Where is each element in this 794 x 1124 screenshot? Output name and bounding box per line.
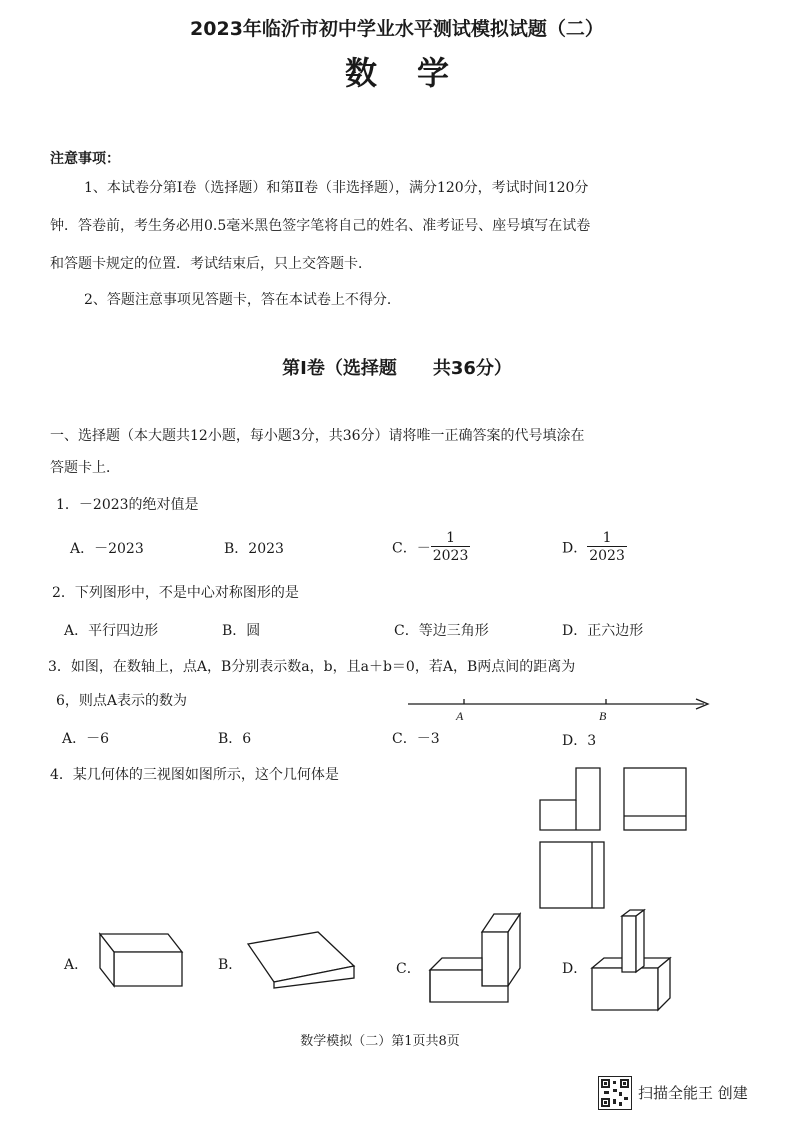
notice-item1-line2: 钟．答卷前，考生务必用0.5毫米黑色签字笔将自己的姓名、准考证号、座号填写在试卷 [50,218,591,234]
q1-option-d-numerator: 1 [602,530,612,546]
top-view-shape [540,842,604,908]
q3-stem-line2: 6，则点A表示的数为 [56,693,188,709]
q4-option-c-label: C． [396,961,421,977]
number-line-label-b: B [599,709,607,723]
q2-option-b: B．圆 [222,623,261,639]
q1-option-b: B．2023 [224,541,284,557]
q2-stem: 2．下列图形中，不是中心对称图形的是 [52,585,299,601]
pillar-side-face [636,910,644,972]
page-footer: 数学模拟（二）第1页共8页 [300,1034,460,1049]
section-instruction-line1: 一、选择题（本大题共12小题，每小题3分，共36分）请将唯一正确答案的代号填涂在 [50,428,585,444]
q2-option-d: D．正六边形 [562,623,644,639]
q1-option-c-fraction [431,530,471,565]
q2-option-a: A．平行四边形 [64,623,159,639]
l-shape-upright-front [482,932,508,986]
q4-stem: 4．某几何体的三视图如图所示，这个几何体是 [50,767,339,783]
section-title: 第Ⅰ卷（选择题 共36分） [282,358,512,379]
notice-heading: 注意事项： [50,151,120,167]
pillar-front-face [622,916,636,972]
q1-option-d [562,530,627,565]
q4-option-d-solid [586,906,686,1020]
q1-option-d-label: D． [562,540,588,557]
base-side-face [658,958,670,1010]
q3-option-b: B．6 [218,731,252,747]
q1-option-c-denominator: 2023 [432,548,469,564]
l-shape-base-top [430,958,482,970]
q3-option-a: A．－6 [62,731,110,747]
q1-option-c-numerator: 1 [446,530,455,546]
base-front-face [592,968,658,1010]
notice-item2: 2、答题注意事项见答题卡，答在本试卷上不得分． [84,292,401,308]
subject-text: 数学 [344,54,489,92]
q3-option-d: D．3 [562,733,597,749]
notice-item1-line3: 和答题卡规定的位置．考试结束后，只上交答题卡． [50,256,372,272]
notice-item1-line1: 1、本试卷分第Ⅰ卷（选择题）和第Ⅱ卷（非选择题），满分120分，考试时间120分 [84,180,589,196]
three-views-figure [536,766,696,916]
q1-stem: 1．－2023的绝对值是 [56,497,199,513]
q4-option-b-solid [244,926,360,992]
q3-stem-line1: 3．如图，在数轴上，点A，B分别表示数a，b，且a＋b＝0，若A，B两点间的距离为 [48,659,576,675]
q1-option-a: A．－2023 [70,541,144,557]
q1-option-d-denominator: 2023 [589,548,625,564]
q4-option-b-label: B． [218,957,243,973]
q1-option-c-label: C． [392,540,417,557]
number-line-label-a: A [456,709,464,723]
q4-option-c-solid [420,902,536,1018]
q4-option-d-label: D． [562,961,588,977]
q1-option-c-sign: － [416,540,431,557]
q3-option-c: C．－3 [392,731,440,747]
number-line-figure [404,690,720,724]
q4-option-a-solid [94,926,190,992]
side-view-shape [624,768,686,830]
q4-option-a-label: A． [64,957,89,973]
q1-option-d-fraction [587,530,627,565]
q1-option-c [392,530,470,565]
q2-option-c: C．等边三角形 [394,623,489,639]
qr-code-icon [598,1076,632,1110]
section-instruction-line2: 答题卡上． [50,460,120,476]
subject-title [0,48,794,94]
front-view-shape [540,768,600,830]
exam-title: 2023年临沂市初中学业水平测试模拟试题（二） [190,18,604,40]
scanner-brand: 扫描全能王 创建 [638,1084,748,1102]
box-front-face [114,952,182,986]
